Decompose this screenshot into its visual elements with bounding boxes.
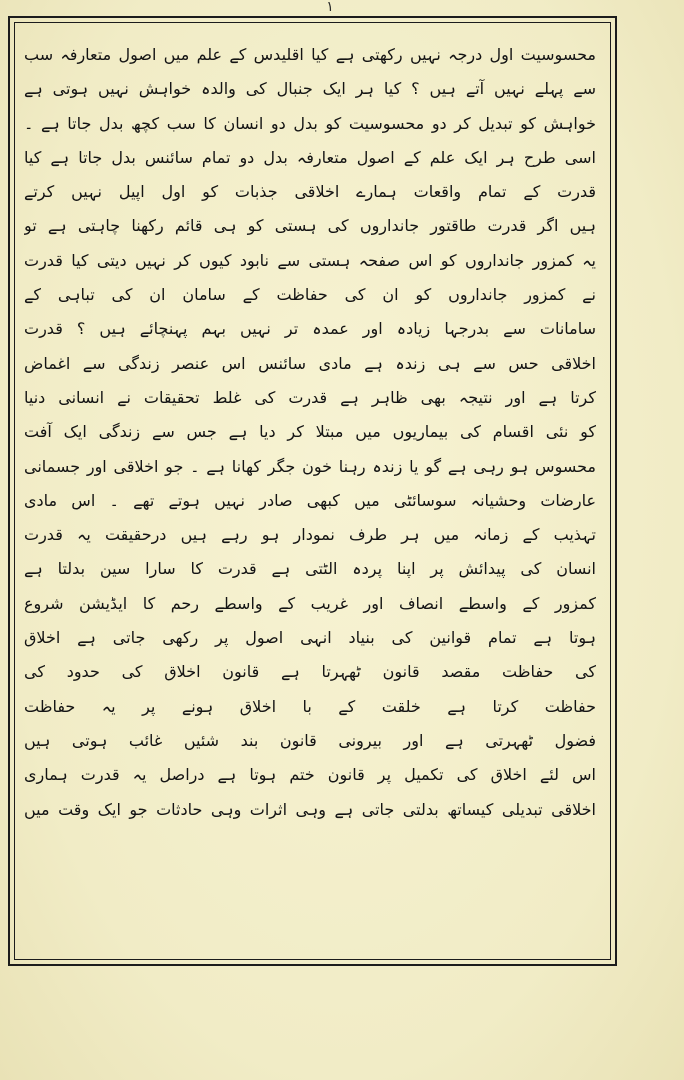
text-line: تہذیب کے زمانہ میں ہر طرف نمودار ہو رہے ہیں درحقیقت یہ قدرت [24, 525, 596, 545]
text-line: محسوس ہو رہی ہے گو یا زندہ رہنا خون جگر کھانا ہے ۔ جو اخلاقی اور جسمانی [24, 456, 596, 476]
text-line: اس لئے اخلاق کی تکمیل پر قانون ختم ہوتا ہے دراصل یہ قدرت ہماری [24, 765, 596, 785]
page-top-mark: ۱ [326, 0, 334, 15]
page-border [8, 16, 617, 966]
text-line: اخلاقی تبدیلی کیساتھ بدلتی جاتی ہے وہی اثرات وہی حادثات جو ایک وقت میں [24, 799, 596, 819]
text-line: اسی طرح ہر ایک علم کے اصول متعارفہ بدل دو تمام سائنس بدل جاتا ہے کیا [24, 147, 596, 167]
text-line: اخلاقی حس سے ہی زندہ ہے مادی سائنس اس عنصر زندگی سے اغماض [24, 353, 596, 373]
text-line: قدرت کے تمام واقعات ہمارے اخلاقی جذبات کو اول اپیل نہیں کرتے [24, 182, 596, 202]
text-line: فضول ٹھہرتی ہے اور بیرونی قانون بند شئیں غائب ہوتی ہیں [24, 730, 596, 750]
text-line: کی حفاظت مقصد قانون ٹھہرتا ہے قانون اخلاق کی حدود کی [24, 662, 596, 682]
text-line: ہوتا ہے تمام قوانین کی بنیاد انہی اصول پر رکھی جاتی ہے اخلاق [24, 628, 596, 648]
text-line: انسان کی پیدائش پر اپنا پردہ الٹتی ہے قدرت کا سارا سین بدلتا ہے [24, 559, 596, 579]
urdu-text-body [24, 38, 596, 827]
text-line: نے کمزور جانداروں کو ان کی حفاظت کے سامان ان کی تباہی کے [24, 285, 596, 305]
text-line: خواہش کو تبدیل کر دو محسوسیت کو بدل دو انسان کا سب کچھ بدل جاتا ہے ۔ [24, 113, 596, 133]
text-line: سے پہلے نہیں آتے ہیں ؟ کیا ہر ایک جنبال کی والدہ خواہش نہیں ہوتی ہے [24, 79, 596, 99]
text-line: یہ کمزور جانداروں کو اس صفحہ ہستی سے نابود کیوں کر نہیں دیتی کیا قدرت [24, 250, 596, 270]
text-line: ہیں اگر قدرت طاقتور جانداروں کی ہستی کو ہی قائم رکھنا چاہتی ہے تو [24, 216, 596, 236]
text-line: حفاظت کرتا ہے خلقت کے با اخلاق ہونے پر یہ حفاظت [24, 696, 596, 716]
text-line: کو نئی اقسام کی بیماریوں میں مبتلا کر دیا ہے جس سے زندگی ایک آفت [24, 422, 596, 442]
text-line: کرتا ہے اور نتیجہ بھی ظاہر ہے قدرت کی غلط تحقیقات نے انسانی دنیا [24, 387, 596, 407]
text-line: محسوسیت اول درجہ نہیں رکھتی ہے کیا اقلیدس کے علم میں اصول متعارفہ سب [24, 45, 596, 64]
text-line: عارضات وحشیانہ سوسائٹی میں کبھی صادر نہیں ہوتے تھے ۔ اس مادی [24, 490, 596, 510]
text-line: سامانات سے بدرجہا زیادہ اور عمدہ تر نہیں بہم پہنچائے ہیں ؟ قدرت [24, 319, 596, 339]
text-line: کمزور کے واسطے انصاف اور غریب کے واسطے رحم کا ایڈیشن شروع [24, 593, 596, 613]
